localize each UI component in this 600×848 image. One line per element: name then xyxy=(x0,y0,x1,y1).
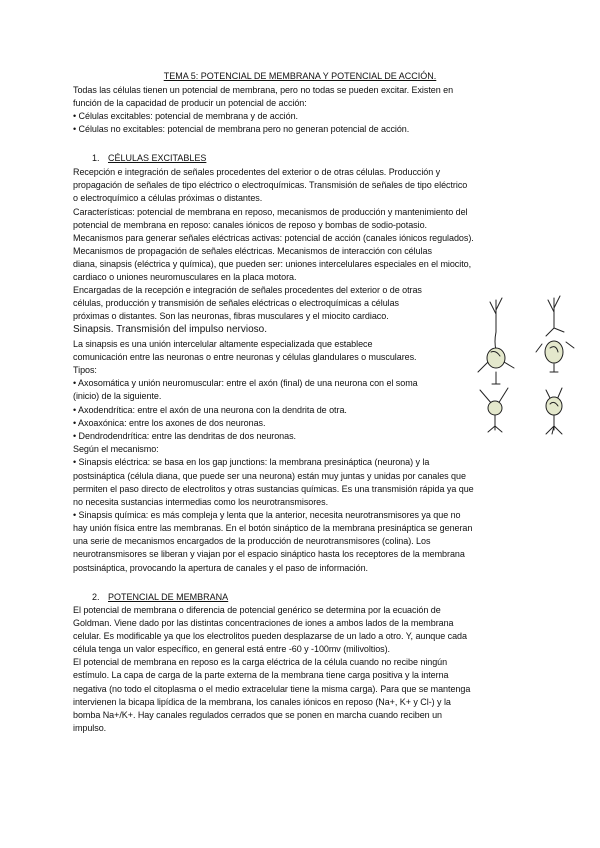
document-title: TEMA 5: POTENCIAL DE MEMBRANA Y POTENCIAL DE ACCIÓN. xyxy=(163,71,437,81)
section2-heading xyxy=(92,591,228,604)
neuron-axoaxonic-icon xyxy=(480,388,508,432)
section2-line: celular. Es modificable ya que los electrolitos pueden desplazarse de un lado a otro. Y, aunque cada xyxy=(73,631,467,641)
section2-line: intervienen la bicapa lipídica de la membrana, los canales iónicos en reposo (Na+, K+ y Cl-) y la xyxy=(73,697,451,707)
sinapsis-subheading: Sinapsis. Transmisión del impulso nervioso. xyxy=(73,324,267,335)
section1-heading-text: CÉLULAS EXCITABLES xyxy=(108,153,207,163)
section2-heading-text: POTENCIAL DE MEMBRANA xyxy=(108,592,229,602)
sinapsis-line: postsináptica, provocando la apertura de canales y el paso de información. xyxy=(73,563,368,573)
intro-line: • Células no excitables: potencial de membrana pero no generan potencial de acción. xyxy=(73,124,410,134)
sinapsis-line: • Axoaxónica: entre los axones de dos neuronas. xyxy=(73,418,266,428)
intro-line: función de la capacidad de producir un potencial de acción: xyxy=(73,98,307,108)
section1-line: propagación de señales de tipo eléctrico o electroquímicas. Transmisión de señales de tipo eléctrico xyxy=(73,180,468,190)
intro-line: • Células excitables: potencial de membrana y de acción. xyxy=(73,111,298,121)
sinapsis-line: • Dendrodendrítica: entre las dendritas de dos neuronas. xyxy=(73,431,296,441)
section1-line: células, producción y transmisión de señales eléctricas o electroquímicas a células xyxy=(73,298,400,308)
section1-line: Encargadas de la recepción e integración de señales procedentes del exterior o de otras xyxy=(73,285,422,295)
section2-number: 2. xyxy=(92,592,100,602)
sinapsis-line: Según el mecanismo: xyxy=(73,444,159,454)
sinapsis-line: permiten el paso directo de electrolitos y otras sustancias químicas. Es una transmisión rápida ya que xyxy=(73,484,474,494)
section1-line: Recepción e integración de señales procedentes del exterior o de otras células. Producción y xyxy=(73,167,441,177)
sinapsis-line: La sinapsis es una unión intercelular altamente especializada que establece xyxy=(73,339,373,349)
sinapsis-line: Tipos: xyxy=(73,365,97,375)
section1-heading xyxy=(92,152,206,165)
section1-line: cardiaco o uniones neuromusculares en la placa motora. xyxy=(73,272,297,282)
section2-line: estímulo. La capa de carga de la parte externa de la membrana tiene carga positiva y la interna xyxy=(73,670,449,680)
section2-line: El potencial de membrana en reposo es la carga eléctrica de la célula cuando no recibe ningún xyxy=(73,657,448,667)
section2-line: bomba Na+/K+. Hay canales regulados cerrados que se ponen en marcha cuando reciben un xyxy=(73,710,442,720)
section2-line: El potencial de membrana o diferencia de potencial genérico se determina por la ecuación de xyxy=(73,605,441,615)
synapse-types-illustration xyxy=(466,292,584,442)
sinapsis-line: • Sinapsis química: es más compleja y lenta que la anterior, necesita neurotransmisores ya que no xyxy=(73,510,461,520)
sinapsis-line: comunicación entre las neuronas o entre neuronas y células glandulares o musculares. xyxy=(73,352,417,362)
section1-line: potencial de membrana en reposo: canales iónicos de reposo y bombas de sodio-potasio. xyxy=(73,220,427,230)
section2-line: célula tenga un valor específico, en general está entre -60 y -100mv (milivoltios). xyxy=(73,644,391,654)
section2-line: negativa (no todo el citoplasma o el medio extracelular tiene la misma carga). Para que se mantenga xyxy=(73,684,471,694)
sinapsis-line: • Axosomática y unión neuromuscular: entre el axón (final) de una neurona con el soma xyxy=(73,378,418,388)
section1-line: o electroquímico a células próximas o distantes. xyxy=(73,193,263,203)
sinapsis-line: postsináptica (célula diana, que puede ser una neurona) están muy juntas y unidas por canales que xyxy=(73,471,466,481)
section1-line: Mecanismos para generar señales eléctricas activas: potencial de acción (canales iónicos regulados). xyxy=(73,233,474,243)
sinapsis-line: neurotransmisores se liberan y viajan por el espacio sináptico hasta los receptores de la membrana xyxy=(73,549,465,559)
neuron-axodendritic-icon xyxy=(536,296,574,372)
section1-number: 1. xyxy=(92,153,100,163)
sinapsis-line: • Sinapsis eléctrica: se basa en los gap junctions: la membrana presináptica (neurona) y la xyxy=(73,457,430,467)
section1-line: Mecanismos de propagación de señales eléctricas. Mecanismos de interacción con células xyxy=(73,246,432,256)
sinapsis-line: (inicio) de la siguiente. xyxy=(73,391,162,401)
neuron-dendrodendritic-icon xyxy=(546,388,562,434)
section1-line: próximas o distantes. Son las neuronas, fibras musculares y el miocito cardiaco. xyxy=(73,311,389,321)
section1-line: diana, sinapsis (eléctrica y química), que pueden ser: uniones intercelulares especiales en el miocito, xyxy=(73,259,472,269)
sinapsis-line: una serie de mecanismos encargados de la producción de neurotransmisores (colina). Los xyxy=(73,536,431,546)
section2-line: impulso. xyxy=(73,723,107,733)
section2-line: Goldman. Viene dado por las distintas concentraciones de iones a ambos lados de la membrana xyxy=(73,618,454,628)
sinapsis-line: hay unión física entre las membranas. En el botón sináptico de la membrana presináptica se generan xyxy=(73,523,473,533)
intro-line: Todas las células tienen un potencial de membrana, pero no todas se pueden excitar. Existen en xyxy=(73,85,454,95)
sinapsis-line: • Axodendrítica: entre el axón de una neurona con la dendrita de otra. xyxy=(73,405,347,415)
neuron-axosomatic-icon xyxy=(478,298,514,384)
sinapsis-line: no necesita sustancias intermedias como los neurotransmisores. xyxy=(73,497,329,507)
section1-line: Características: potencial de membrana en reposo, mecanismos de producción y mantenimiento del xyxy=(73,207,468,217)
